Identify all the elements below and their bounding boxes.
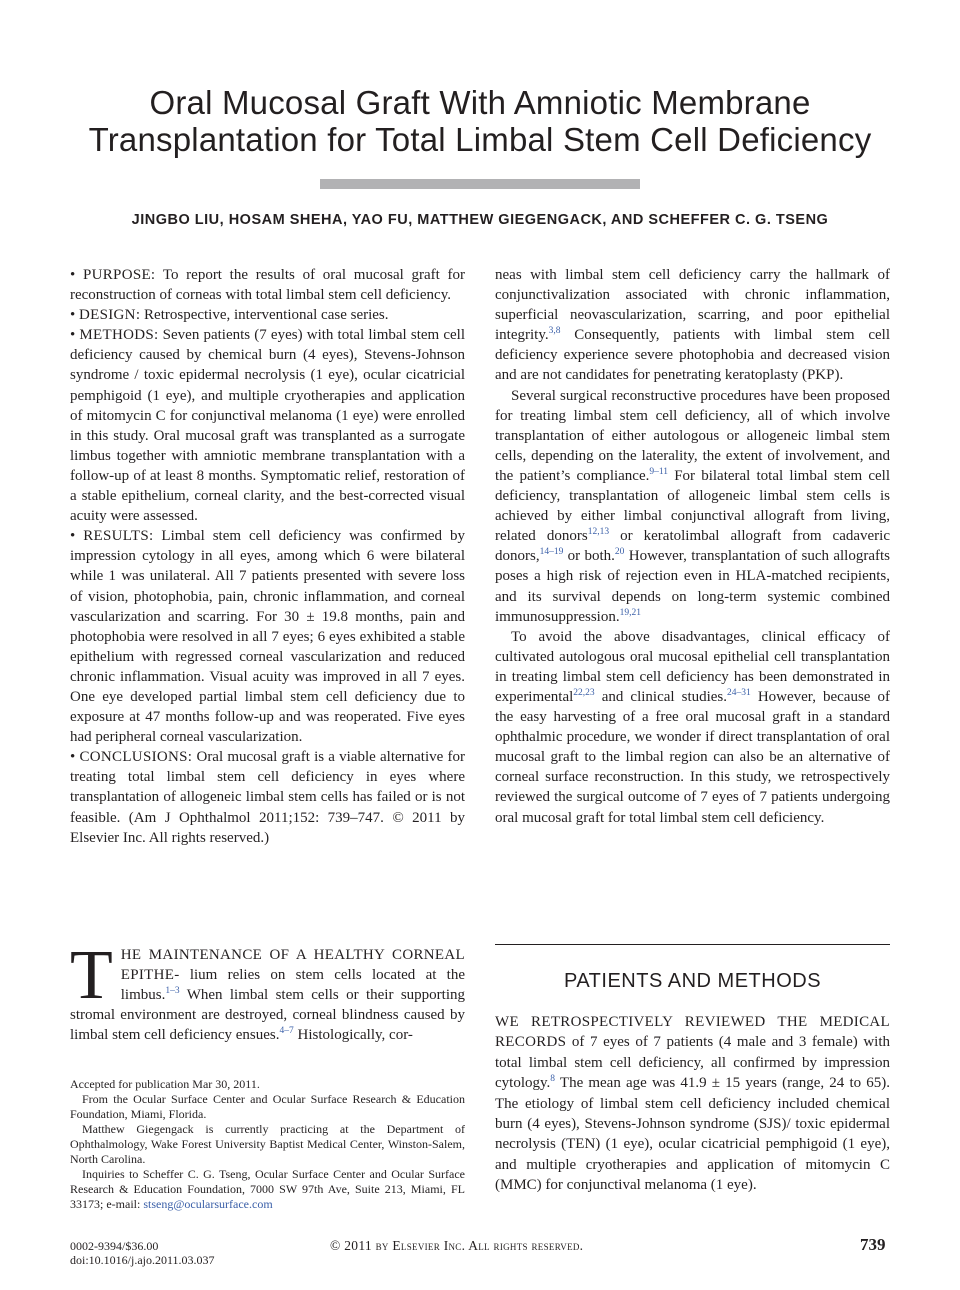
intro-text-3: Histologically, cor-	[293, 1027, 413, 1044]
abstract-purpose: • PURPOSE: To report the results of oral mucosal graft for reconstruction of corneas with total limbal stem cell deficiency.	[70, 267, 465, 304]
footnotes	[70, 1077, 465, 1212]
p2-text-e: However, transplantation of such allografts poses a high risk of rejection even in HLA-matched recipients, and its survival depends on long-term systemic combined immunosuppression.	[495, 548, 890, 625]
title-divider	[320, 179, 640, 189]
footnote-giegengack: Matthew Giegengack is currently practicing at the Department of Ophthalmology, Wake Forest University Baptist Medical Center, Winston-Salem, North Carolina.	[70, 1122, 465, 1166]
footnote-inquiries	[70, 1167, 465, 1212]
intro-smallcaps: HE MAINTENANCE OF A HEALTHY CORNEAL EPITHE-	[120, 947, 465, 984]
title-line-2: Transplantation for Total Limbal Stem Cell Deficiency	[88, 121, 872, 158]
ref-link[interactable]: 4–7	[279, 1026, 294, 1037]
author-list: JINGBO LIU, HOSAM SHEHA, YAO FU, MATTHEW GIEGENGACK, AND SCHEFFER C. G. TSENG	[131, 212, 829, 228]
article-title	[40, 84, 920, 158]
p1-text-b: Consequently, patients with limbal stem cell deficiency experience severe photophobia and decreased vision and are not candidates for penetrating keratoplasty (PKP).	[495, 327, 890, 384]
methods-text: Seven patients (7 eyes) with total limbal stem cell deficiency caused by chemical burn (4 eyes), Stevens-Johnson syndrome / toxic epidermal necrolysis (1 eye), ocular cicatricial pemphigoid (1 eye), and multiple cryotherapies and application of mitomycin C for conjunctival melanoma (1 eye) were enrolled in this study. Oral mucosal graft was transplanted as a surrogate limbus together with amniotic membrane transplantation with a follow-up of at least 8 months. Symptomatic relief, restoration of a stable epithelium, corneal clarity, and the best-corrected visual acuity were assessed.	[70, 327, 465, 525]
methods-label: METHODS:	[79, 327, 159, 344]
footnote-accepted: Accepted for publication Mar 30, 2011.	[70, 1077, 260, 1091]
footnote-affiliation: From the Ocular Surface Center and Ocular Surface Research & Education Foundation, Miami, Florida.	[70, 1092, 465, 1121]
p2-text-d: or both.	[563, 548, 615, 565]
design-text: Retrospective, interventional case series.	[144, 307, 389, 324]
ref-link[interactable]: 1–3	[165, 986, 180, 997]
section-divider	[495, 944, 890, 945]
ref-link[interactable]: 19,21	[619, 607, 641, 618]
ref-link[interactable]: 3,8	[548, 326, 561, 337]
paragraph-1	[495, 265, 890, 386]
introduction	[70, 937, 466, 1045]
results-label: RESULTS:	[83, 528, 154, 545]
ref-link[interactable]: 20	[614, 547, 625, 558]
body-right-column	[495, 265, 890, 828]
p3-text-c: However, because of the easy harvesting of a free oral mucosal graft in a standard ophthalmic procedure, we wonder if direct transplantation of oral mucosal graft to the limbal region can also be an alternative of corneal surface reconstruction. In this study, we retrospectively reviewed the surgical outcome of 7 eyes of 7 patients undergoing oral mucosal graft for total limbal stem cell deficiency.	[495, 688, 891, 826]
title-line-1: Oral Mucosal Graft With Amniotic Membrane	[149, 84, 811, 121]
abstract-design: • DESIGN: Retrospective, interventional case series.	[70, 307, 389, 324]
p1-text-a: neas with limbal stem cell deficiency carry the hallmark of conjunctivalization associated with chronic inflammation, superficial neovascularization, scarring, and poor epithelial integrity.	[495, 267, 890, 344]
abstract	[70, 265, 465, 848]
email-link[interactable]: stseng@ocularsurface.com	[143, 1197, 273, 1211]
ref-link[interactable]: 14–19	[539, 547, 564, 558]
methods-text-b: The mean age was 41.9 ± 15 years (range, 24 to 65). The etiology of limbal stem cell deficiency included chemical burn (4 eyes), Stevens-Johnson syndrome (SJS)/ toxic epidermal necrolysis (TEN) (1 eye), ocular cicatricial pemphigoid (1 eye), and multiple cryotherapies and application of mitomycin C (MMC) for conjunctival melanoma (1 eye).	[495, 1075, 890, 1194]
methods-paragraph	[495, 1012, 890, 1196]
inquiries-text: Inquiries to Scheffer C. G. Tseng, Ocular Surface Center and Ocular Surface Research & Education Foundation, 7000 SW 97th Ave, Suite 213, Miami, FL 33173; e-mail:	[70, 1167, 465, 1211]
ref-link[interactable]: 12,13	[587, 527, 610, 538]
paragraph-3	[495, 627, 890, 828]
issn: 0002-9394/$36.00	[70, 1239, 159, 1253]
intro-text-1: lium relies on stem cells located at the limbus.	[120, 967, 466, 1004]
footer-copyright: © 2011 by Elsevier Inc. All rights reserved.	[330, 1238, 584, 1253]
ref-link[interactable]: 8	[550, 1074, 556, 1085]
purpose-text: To report the results of oral mucosal graft for reconstruction of corneas with total limbal stem cell deficiency.	[70, 267, 465, 304]
footer-ids	[70, 1239, 215, 1267]
conclusions-label: CONCLUSIONS:	[79, 749, 193, 766]
intro-text-2: When limbal stem cells or their supporting stromal environment are destroyed, corneal blindness caused by limbal stem cell deficiency ensues.	[70, 987, 465, 1044]
paragraph-2	[495, 386, 890, 627]
page-number: 739	[860, 1235, 886, 1254]
methods-text-a: of 7 eyes of 7 patients (4 male and 3 female) with total limbal stem cell deficiency, all confirmed by impression cytology.	[495, 1034, 890, 1092]
ref-link[interactable]: 22,23	[573, 687, 595, 698]
results-text: Limbal stem cell deficiency was confirmed by impression cytology in all eyes, among which 6 were bilateral while 1 was unilateral. All 7 patients presented with severe loss of vision, photophobia, pain, chronic inflammation, and corneal vascularization and scarring. For 30 ± 19.8 months, pain and photophobia were resolved in all 7 eyes; 6 eyes exhibited a stable epithelium with regressed corneal vascularization and reduced chronic inflammation. Visual acuity was improved in all 7 eyes. One eye developed partial limbal stem cell deficiency due to exposure at 47 months follow-up and was reoperated. Five eyes had peripheral corneal vascularization.	[70, 528, 466, 746]
doi: doi:10.1016/j.ajo.2011.03.037	[70, 1253, 215, 1267]
drop-cap: T	[70, 937, 113, 1014]
ref-link[interactable]: 24–31	[727, 687, 751, 698]
section-heading: PATIENTS AND METHODS	[563, 970, 822, 992]
conclusions-text: Oral mucosal graft is a viable alternative for treating total limbal stem cell deficiency in eyes where transplantation of allogeneic limbal stem cells has failed or is not feasible.	[70, 749, 465, 826]
p3-text-a: To avoid the above disadvantages, clinical efficacy of cultivated autologous oral mucosal epithelial cell transplantation in treating limbal stem cell deficiency has been demonstrated in experimental	[495, 628, 890, 705]
p2-text-c: or keratolimbal allograft from cadaveric donors,	[495, 528, 891, 565]
p3-text-b: and clinical studies.	[594, 688, 728, 705]
abstract-citation: (Am J Ophthalmol 2011;152: 739–747. © 2011 by Elsevier Inc. All rights reserved.)	[70, 809, 465, 846]
ref-link[interactable]: 9–11	[649, 466, 669, 477]
abstract-conclusions: • CONCLUSIONS: Oral mucosal graft is a viable alternative for treating total limbal stem cell deficiency in eyes where transplantation of allogeneic limbal stem cells has failed or is not feasible. (Am J Ophthalmol 2011;152: 739–747. © 2011 by Elsevier Inc. All rights reserved.)	[70, 749, 465, 846]
abstract-results: • RESULTS: Limbal stem cell deficiency was confirmed by impression cytology in all eyes, among which 6 were bilateral while 1 was unilateral. All 7 patients presented with severe loss of vision, photophobia, pain, chronic inflammation, and corneal vascularization and scarring. For 30 ± 19.8 months, pain and photophobia were resolved in all 7 eyes; 6 eyes exhibited a stable epithelium with regressed corneal vascularization and reduced chronic inflammation. Visual acuity was improved in all 7 eyes. One eye developed partial limbal stem cell deficiency due to exposure at 47 months follow-up and was reoperated. Five eyes had peripheral corneal vascularization.	[70, 528, 466, 746]
purpose-label: PURPOSE:	[82, 267, 156, 283]
methods-section	[495, 1012, 890, 1196]
p2-text-b: For bilateral total limbal stem cell deficiency, transplantation of allogeneic limbal stem cells is achieved by either limbal conjunctival allograft from living, related donors	[495, 467, 890, 545]
design-label: DESIGN:	[79, 307, 141, 324]
methods-smallcaps: WE RETROSPECTIVELY REVIEWED THE MEDICAL RECORDS	[495, 1014, 890, 1051]
abstract-methods: • METHODS: Seven patients (7 eyes) with total limbal stem cell deficiency caused by chemical burn (4 eyes), Stevens-Johnson syndrome / toxic epidermal necrolysis (1 eye), ocular cicatricial pemphigoid (1 eye), and multiple cryotherapies and application of mitomycin C for conjunctival melanoma (1 eye) were enrolled in this study. Oral mucosal graft was transplanted as a surrogate limbus together with amniotic membrane transplantation with a follow-up of at least 8 months. Symptomatic relief, restoration of a stable epithelium, corneal clarity, and the best-corrected visual acuity were assessed.	[70, 327, 465, 525]
p2-text-a: Several surgical reconstructive procedures have been proposed for treating limbal stem cell deficiency, all of which involve transplantation of either autologous or allogeneic limbal stem cells, depending on the laterality, the extent of involvement, and the patient’s compliance.	[495, 387, 890, 484]
